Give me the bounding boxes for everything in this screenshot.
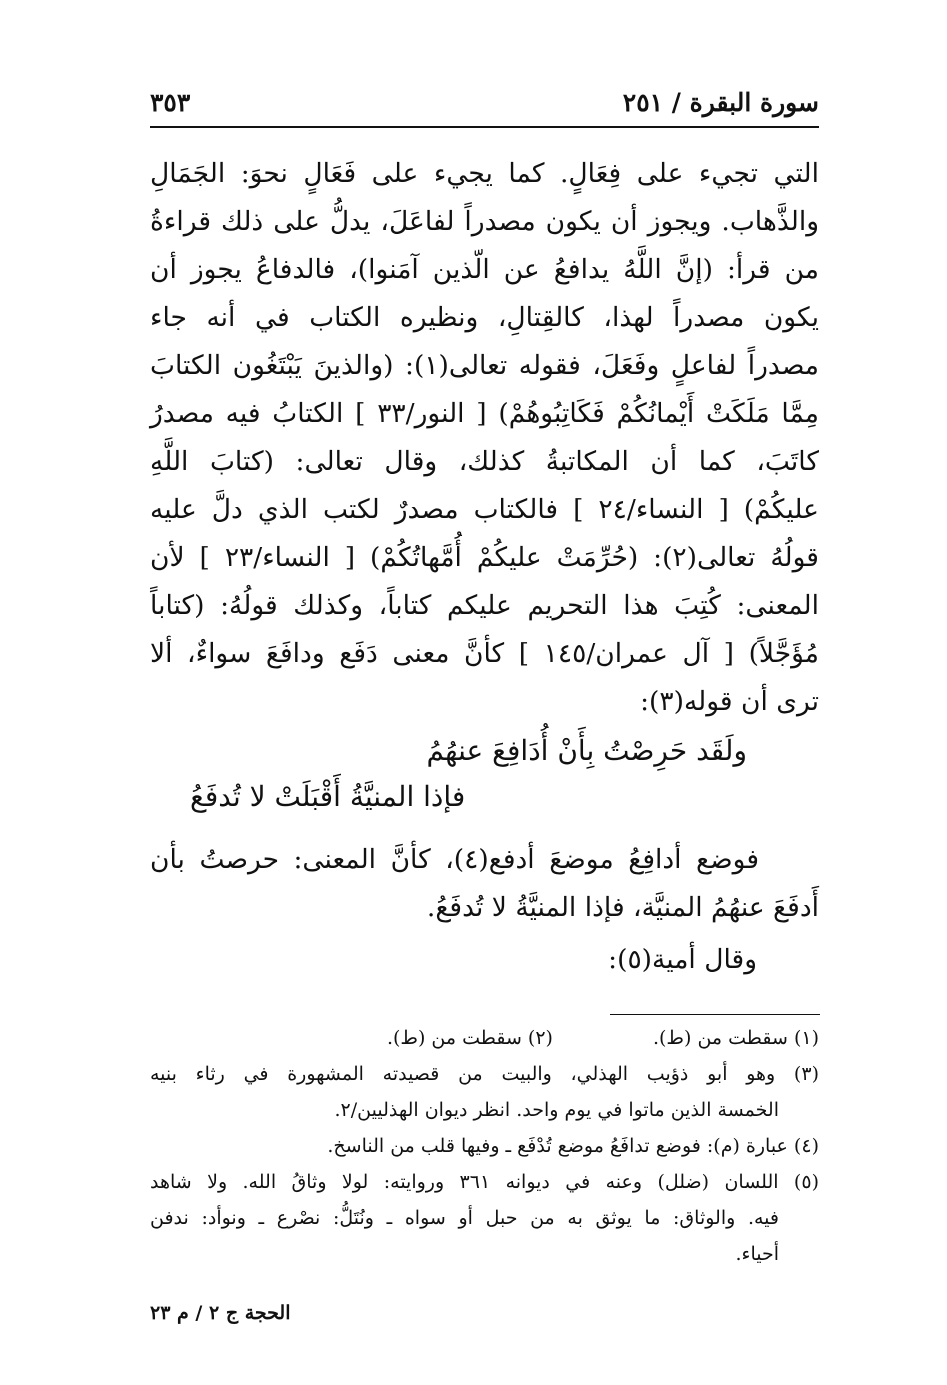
text-line: يكون مصدراً لهذا، كالقِتالِ، ونظيره الكتاب في أنه جاء bbox=[150, 302, 819, 333]
footnote-2: (٢) سقطت من (ط). bbox=[386, 1027, 553, 1049]
text-line: أَدفَعَ عنهُمُ المنيَّة، فإذا المنيَّةُ لا تُدفَعُ. bbox=[426, 892, 819, 923]
footnote-5-continued: فيه. والوثاق: ما يوثق به من حبل أو سواه ـ ونُتَلُّ: نصْرع ـ ونوأد: ندفن bbox=[150, 1207, 779, 1229]
main-text bbox=[150, 150, 819, 726]
page-number: ٣٥٣ bbox=[150, 88, 191, 117]
footnote-5-continued: أحياء. bbox=[735, 1243, 779, 1265]
signature-mark: الحجة ج ٢ / م ٢٣ bbox=[150, 1302, 291, 1324]
verse-second-hemistich: فإذا المنيَّةُ أَقْبَلَتْ لا تُدفَعُ bbox=[190, 780, 466, 813]
verse-first-hemistich: ولَقَد حَرِصْتُ بِأَنْ أُدَافِعَ عنهُمُ bbox=[426, 734, 747, 767]
main-text-continued bbox=[150, 836, 819, 932]
text-line: عليكُمْ) [ النساء/٢٤ ] فالكتاب مصدرٌ لكتب الذي دلَّ عليه bbox=[150, 494, 819, 525]
poetry-verse bbox=[190, 728, 747, 820]
text-line: مصدراً لفاعلٍ وفَعَلَ، فقوله تعالى(١): (والذينَ يَبْتَغُون الكتابَ bbox=[150, 350, 819, 381]
footnotes bbox=[150, 1020, 819, 1272]
text-line: فوضع أدافِعُ موضعَ أدفع(٤)، كأنَّ المعنى: حرصتُ بأن bbox=[150, 844, 760, 875]
footnote-3: (٣) وهو أبو ذؤيب الهذلي، والبيت من قصيدته المشهورة في رثاء بنيه bbox=[150, 1063, 819, 1085]
footnote-separator bbox=[610, 1014, 820, 1015]
footnote-5: (٥) اللسان (ضلل) وعنه في ديوانه ٣٦١ وروايته: لولا وثاقُ الله. ولا شاهد bbox=[150, 1171, 819, 1193]
text-line: ترى أن قوله(٣): bbox=[640, 686, 819, 717]
footnote-4: (٤) عبارة (م): فوضع تدافَعُ موضع تُدْفَع ـ وفيها قلب من الناسخ. bbox=[327, 1135, 819, 1157]
footnote-1: (١) سقطت من (ط). bbox=[652, 1027, 819, 1049]
footnote-row bbox=[150, 1020, 819, 1056]
text-line: مُؤَجَّلاً) [ آل عمران/١٤٥ ] كأنَّ معنى دَفَع ودافَعَ سواءٌ، ألا bbox=[150, 638, 819, 669]
text-line: من قرأ: (إنَّ اللَّهُ يدافعُ عن الّذين آمَنوا)، فالدفاعُ يجوز أن bbox=[150, 254, 819, 285]
text-line: كاتَبَ، كما أن المكاتبةُ كذلك، وقال تعالى: (كتابَ اللَّهِ bbox=[150, 446, 819, 477]
text-line: قولُهُ تعالى(٢): (حُرِّمَتْ عليكُمْ أُمَّهاتُكُمْ) [ النساء/٢٣ ] لأن bbox=[150, 542, 819, 573]
text-line: مِمَّا مَلَكَتْ أَيْمانُكُمْ فَكَاتِبُوهُمْ) [ النور/٣٣ ] الكتابُ فيه مصدرُ bbox=[150, 398, 819, 429]
text-line: المعنى: كُتِبَ هذا التحريم عليكم كتاباً، وكذلك قولُهُ: (كتاباً bbox=[150, 590, 819, 621]
text-line: والذَّهاب. ويجوز أن يكون مصدراً لفاعَلَ، يدلُّ على ذلك قراءةُ bbox=[150, 206, 819, 237]
umayya-intro: وقال أمية(٥): bbox=[608, 944, 757, 975]
surah-label: سورة البقرة / ٢٥١ bbox=[622, 88, 819, 117]
running-header bbox=[150, 86, 819, 128]
footnote-3-continued: الخمسة الذين ماتوا في يوم واحد. انظر ديوان الهذليين/٢. bbox=[334, 1099, 779, 1121]
text-line: التي تجيء على فِعَالٍ. كما يجيء على فَعَالٍ نحوَ: الجَمَالِ bbox=[150, 158, 819, 189]
